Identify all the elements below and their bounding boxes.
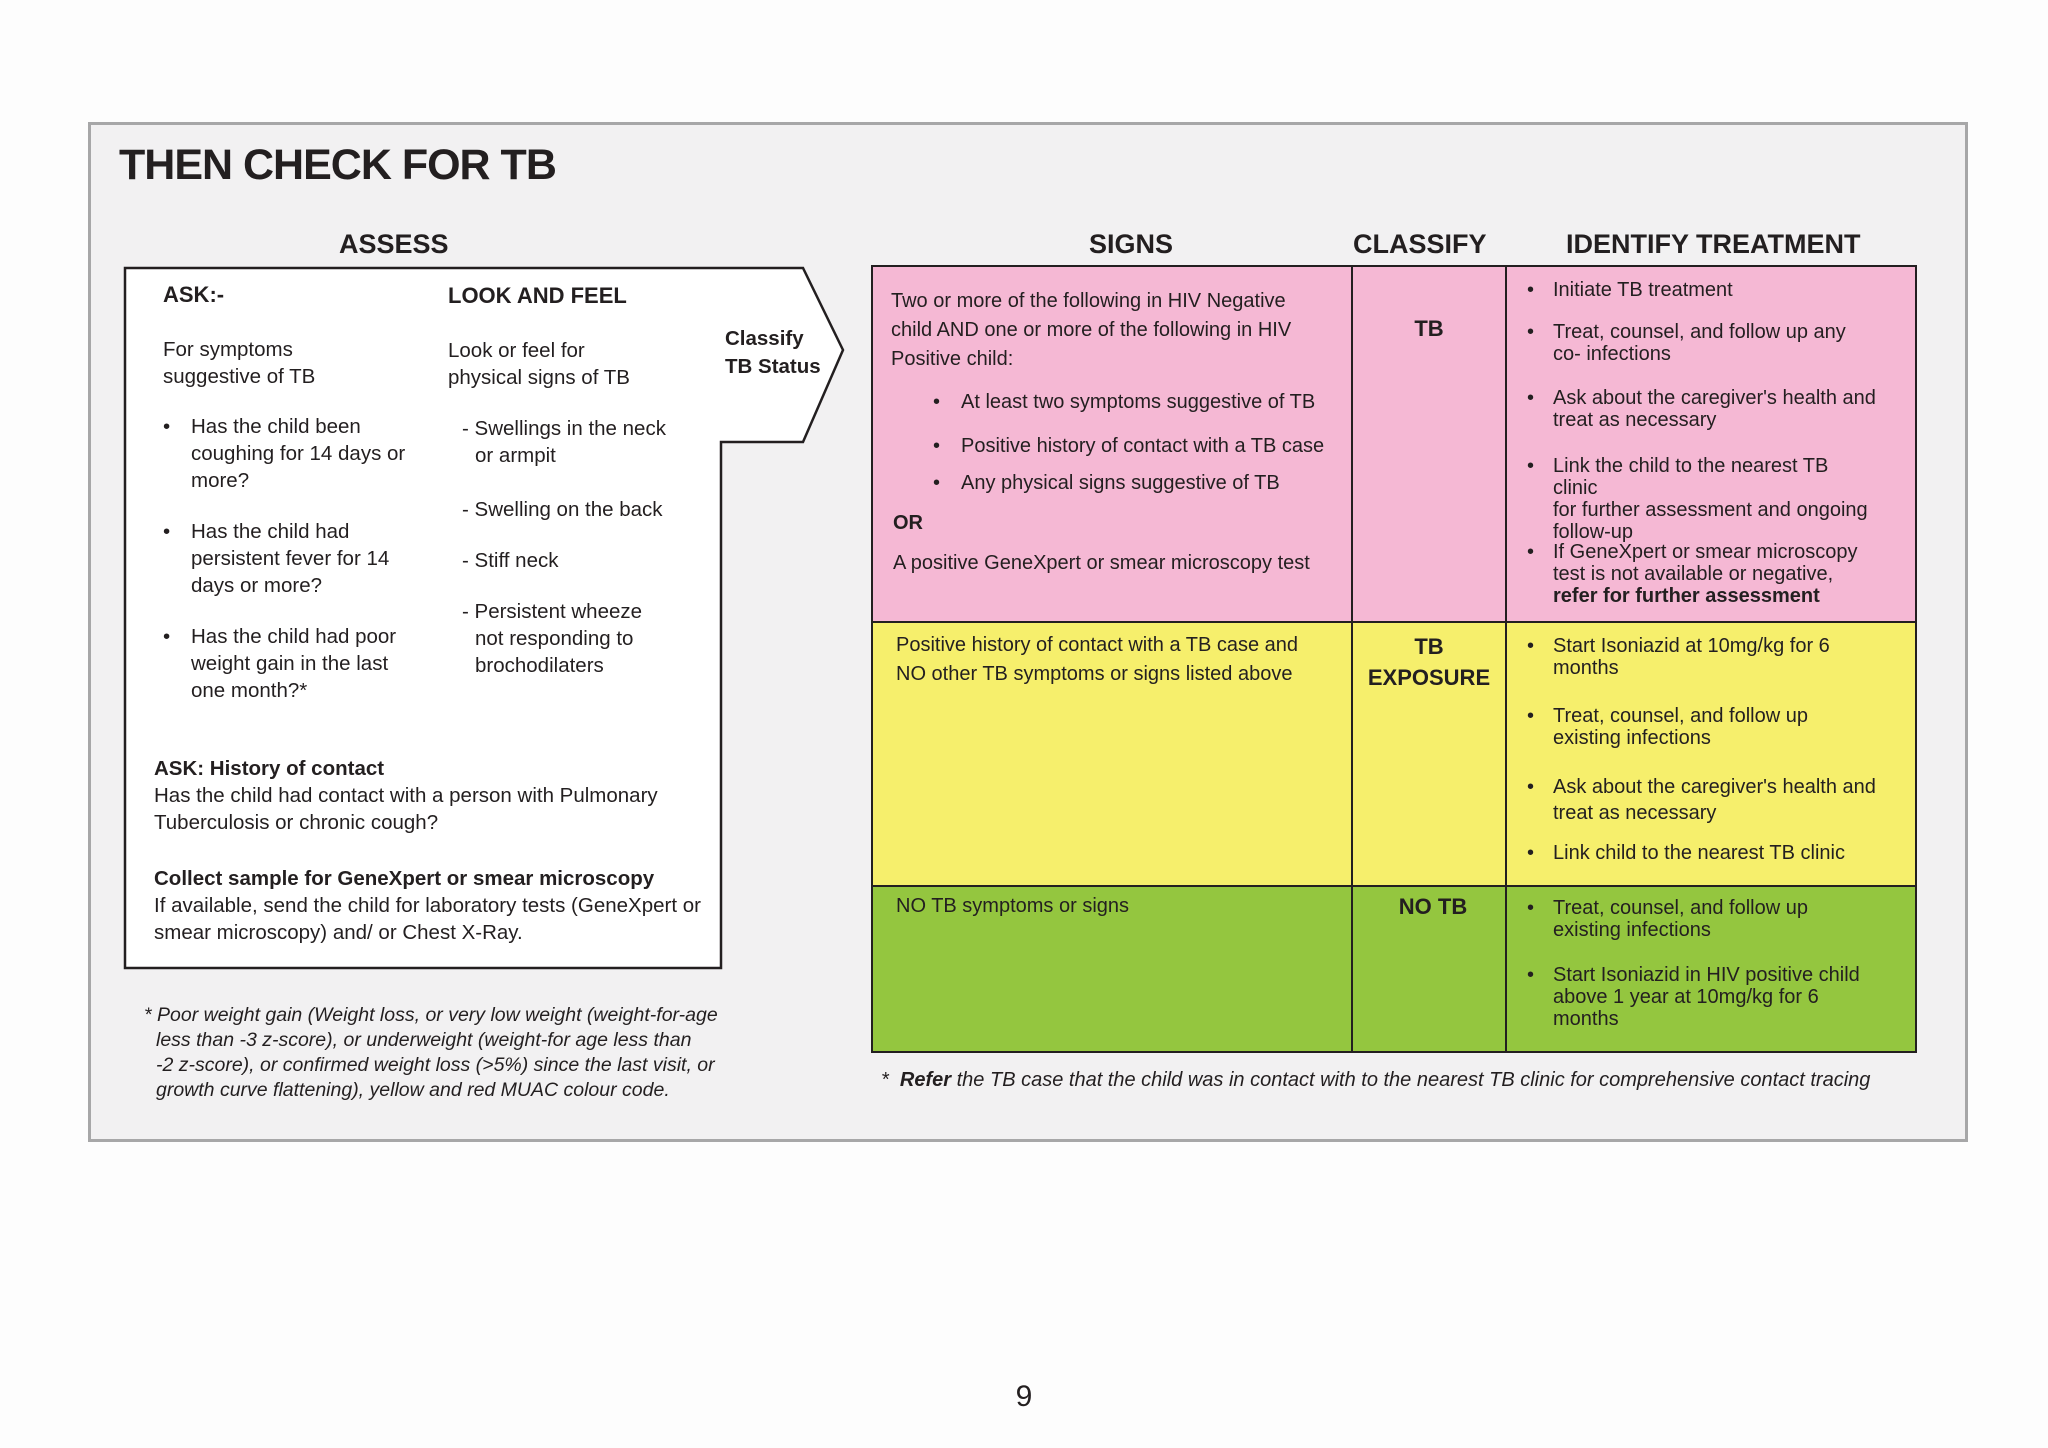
classify-arrow-line-1: Classify — [725, 327, 804, 350]
tb-treatment-refer: • If GeneXpert or smear microscopy test is not available or negative, refer for further assessment — [1527, 541, 1877, 607]
sample-text-line-2: smear microscopy) and/ or Chest X-Ray. — [154, 921, 523, 944]
tb-treatment-coinfections: • Treat, counsel, and follow up any co- infections — [1527, 321, 1877, 365]
tb-sign-symptoms: • At least two symptoms suggestive of TB — [933, 389, 1315, 416]
look-item-back-swelling: - Swelling on the back — [462, 498, 663, 521]
no-tb-signs: NO TB symptoms or signs — [896, 895, 1130, 917]
exposure-treatment-infections: • Treat, counsel, and follow up existing infections — [1527, 705, 1877, 749]
exposure-classification-1: TB — [1414, 634, 1444, 659]
ask-item-weight: • Has the child had poor weight gain in the last one month?* — [163, 623, 396, 704]
tb-classify-cell — [1351, 265, 1507, 623]
ask-intro-line-2: suggestive of TB — [163, 365, 316, 388]
tb-sign-physical: • Any physical signs suggestive of TB — [933, 470, 1280, 497]
tb-signs-intro-2: child AND one or more of the following in HIV — [891, 319, 1292, 341]
tb-treatment-initiate: • Initiate TB treatment — [1527, 279, 1877, 301]
tb-classification: TB — [1414, 316, 1444, 341]
ask-title: ASK:- — [163, 282, 225, 307]
ask-intro-line-1: For symptoms — [163, 338, 293, 361]
tb-treatment-link-clinic: • Link the child to the nearest TB clinic for further assessment and ongoing follow-up — [1527, 455, 1877, 543]
tb-signs-alt: A positive GeneXpert or smear microscopy test — [893, 552, 1310, 574]
classification-table — [871, 265, 1917, 1053]
classify-header: CLASSIFY — [1353, 229, 1487, 259]
no-tb-treatment-cell — [1505, 885, 1917, 1053]
tb-signs-intro-1: Two or more of the following in HIV Negative — [891, 290, 1286, 312]
ask-item-cough: • Has the child been coughing for 14 days or more? — [163, 413, 405, 494]
treatment-header: IDENTIFY TREATMENT — [1566, 229, 1861, 259]
exposure-classification-2: EXPOSURE — [1367, 665, 1491, 690]
signs-header: SIGNS — [1089, 229, 1174, 259]
tb-signs-or: OR — [893, 512, 923, 534]
tb-signs-intro-3: Positive child: — [891, 348, 1014, 370]
no-tb-treatment-infections: • Treat, counsel, and follow up existing infections — [1527, 897, 1877, 941]
assess-box — [123, 265, 851, 970]
look-intro-line-1: Look or feel for — [448, 339, 585, 362]
weight-gain-footnote: * Poor weight gain (Weight loss, or very low weight (weight-for-age less than -3 z-score), or underweight (weight-for age less than -2 z-score), or confirmed weight loss (>5%) since the last visit, or growth curve flattening), yellow and red MUAC colour code. — [144, 1004, 718, 1101]
look-intro-line-2: physical signs of TB — [448, 366, 630, 389]
exposure-treatment-isoniazid: • Start Isoniazid at 10mg/kg for 6 months — [1527, 635, 1877, 679]
sample-text-line-1: If available, send the child for laboratory tests (GeneXpert or — [154, 894, 701, 917]
contact-text-line-1: Has the child had contact with a person with Pulmonary — [154, 784, 658, 807]
look-title: LOOK AND FEEL — [448, 283, 627, 308]
refer-contact-tracing-note: * Refer the TB case that the child was in contact with to the nearest TB clinic for comprehensive contact tracing — [881, 1069, 1871, 1091]
contact-text-line-2: Tuberculosis or chronic cough? — [154, 811, 439, 834]
assess-header: ASSESS — [339, 229, 449, 259]
exposure-treatment-link-clinic: • Link child to the nearest TB clinic — [1527, 842, 1877, 864]
exposure-signs-cell — [871, 621, 1353, 887]
exposure-signs-line-2: NO other TB symptoms or signs listed above — [896, 663, 1293, 685]
exposure-treatment-caregiver: • Ask about the caregiver's health and treat as necessary — [1527, 776, 1877, 824]
tb-signs-cell — [871, 265, 1353, 623]
classify-arrow-line-2: TB Status — [725, 355, 821, 378]
page-number: 9 — [1015, 1380, 1033, 1413]
no-tb-classification: NO TB — [1398, 894, 1468, 919]
tb-treatment-cell — [1505, 265, 1917, 623]
tb-check-panel — [88, 122, 1968, 1142]
tb-sign-contact: • Positive history of contact with a TB case — [933, 433, 1324, 460]
sample-title: Collect sample for GeneXpert or smear microscopy — [154, 867, 655, 890]
look-item-stiff-neck: - Stiff neck — [462, 549, 559, 572]
exposure-classify-cell — [1351, 621, 1507, 887]
look-item-wheeze: - Persistent wheeze not responding to brochodilaters — [462, 600, 643, 677]
page-title: THEN CHECK FOR TB — [119, 141, 556, 189]
exposure-treatment-cell — [1505, 621, 1917, 887]
exposure-signs-line-1: Positive history of contact with a TB case and — [896, 634, 1299, 656]
no-tb-classify-cell — [1351, 885, 1507, 1053]
ask-item-fever: • Has the child had persistent fever for 14 days or more? — [163, 518, 389, 599]
no-tb-signs-cell — [871, 885, 1353, 1053]
no-tb-treatment-isoniazid: • Start Isoniazid in HIV positive child above 1 year at 10mg/kg for 6 months — [1527, 964, 1877, 1030]
look-item-neck-swelling: - Swellings in the neck or armpit — [462, 417, 666, 467]
tb-treatment-caregiver: • Ask about the caregiver's health and treat as necessary — [1527, 387, 1877, 431]
contact-title: ASK: History of contact — [154, 757, 385, 780]
